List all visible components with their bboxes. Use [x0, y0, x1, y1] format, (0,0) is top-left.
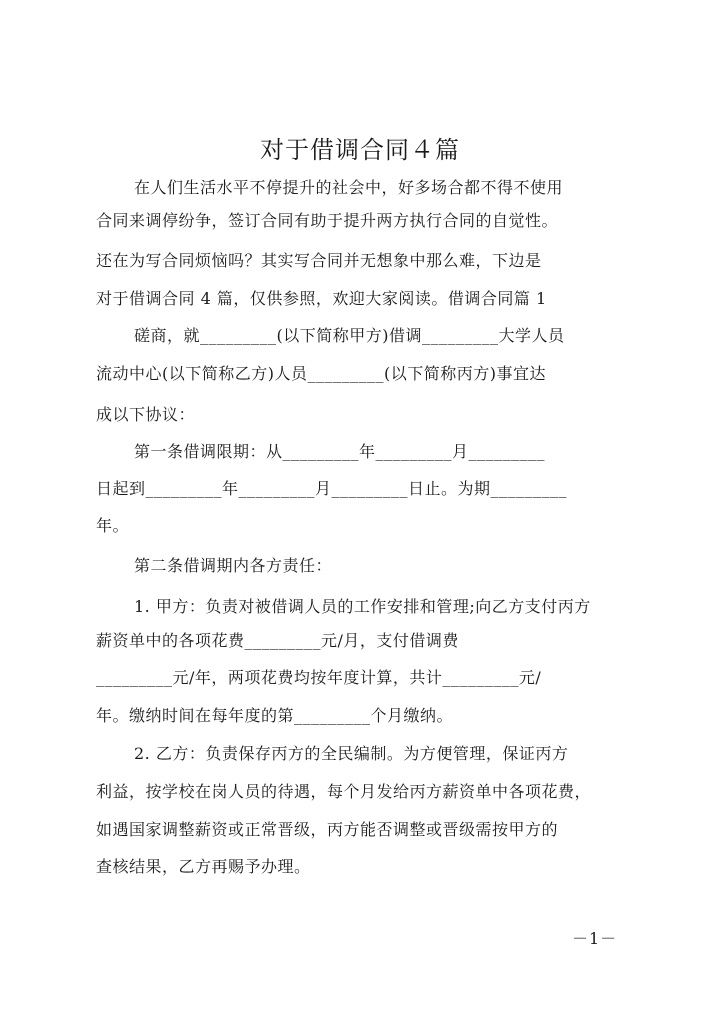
paragraph-line: 薪资单中的各项花费_________元/月，支付借调费	[96, 631, 459, 650]
paragraph-line: 2. 乙方：负责保存丙方的全民编制。为方便管理，保证丙方	[134, 744, 569, 763]
paragraph-line: 第二条借调期内各方责任：	[134, 556, 333, 575]
paragraph-line: 第一条借调限期：从_________年_________月_________	[134, 442, 546, 461]
paragraph-line: 年。	[96, 516, 130, 535]
paragraph-line: 年。缴纳时间在每年度的第_________个月缴纳。	[96, 706, 454, 725]
paragraph-line: 还在为写合同烦恼吗？其实写合同并无想象中那么难，下边是	[96, 251, 542, 270]
paragraph-line: 对于借调合同 4 篇，仅供参照，欢迎大家阅读。借调合同篇 1	[96, 289, 547, 308]
paragraph-line: 如遇国家调整薪资或正常晋级，丙方能否调整或晋级需按甲方的	[96, 820, 559, 839]
paragraph-line: 利益，按学校在岗人员的待遇，每个月发给丙方薪资单中各项花费，	[96, 782, 592, 801]
paragraph-line: 查核结果，乙方再赐予办理。	[96, 857, 311, 876]
paragraph-line: 日起到_________年_________月_________日止。为期_________	[96, 479, 568, 498]
paragraph-line: 流动中心(以下简称乙方)人员_________(以下简称丙方)事宜达	[96, 364, 546, 383]
document-title: 对于借调合同４篇	[260, 136, 460, 164]
paragraph-line: 磋商，就_________(以下简称甲方)借调_________大学人员	[134, 326, 565, 345]
paragraph-line: 1. 甲方：负责对被借调人员的工作安排和管理;向乙方支付丙方	[134, 597, 591, 616]
paragraph-line: _________元/年，两项花费均按年度计算，共计_________元/	[96, 668, 542, 687]
paragraph-line: 成以下协议：	[96, 405, 196, 424]
paragraph-line: 合同来调停纷争，签订合同有助于提升两方执行合同的自觉性。	[96, 211, 559, 230]
page-number: －1－	[572, 929, 618, 948]
paragraph-line: 在人们生活水平不停提升的社会中，好多场合都不得不使用	[134, 178, 564, 197]
